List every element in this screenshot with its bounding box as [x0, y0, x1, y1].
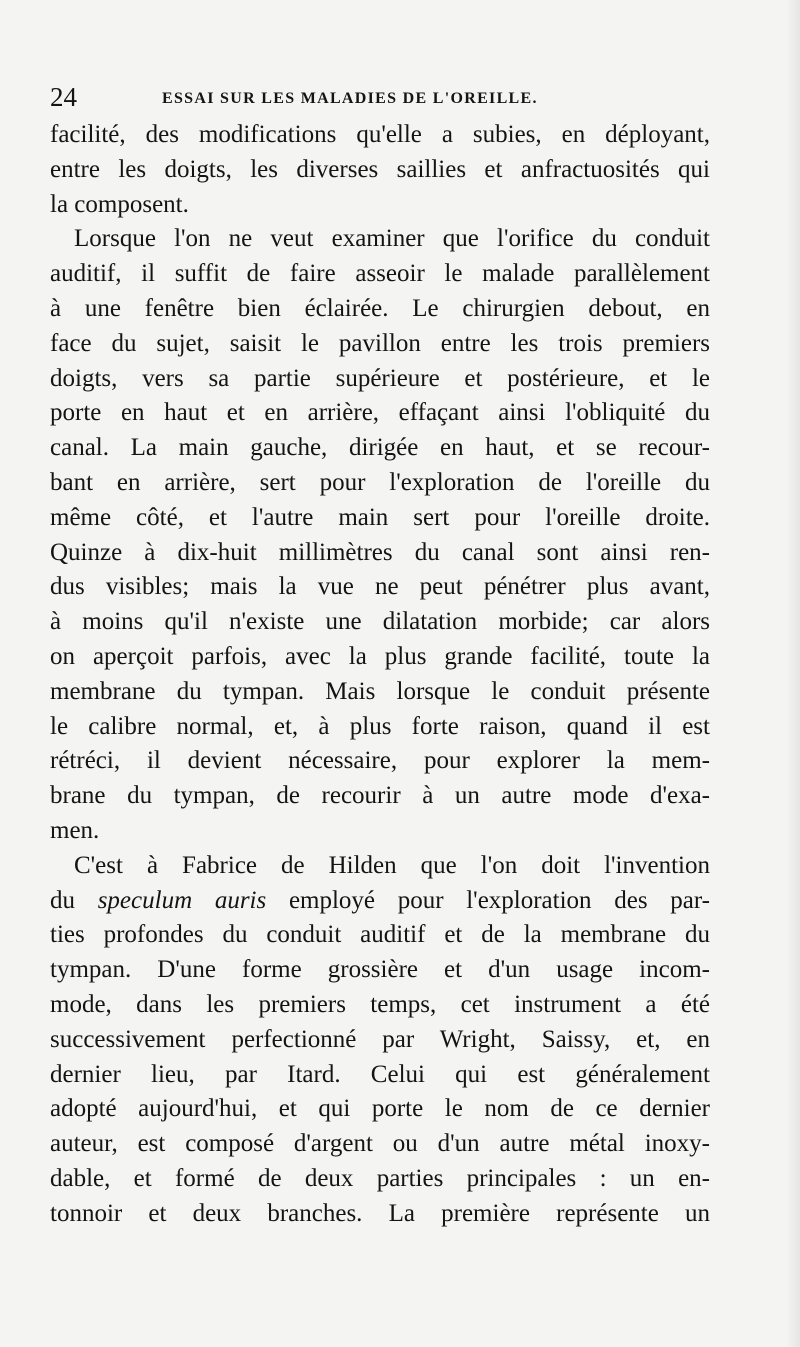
- text-line: rétréci, il devient nécessaire, pour explorer la mem-: [50, 747, 710, 775]
- text-line: bant en arrière, sert pour l'exploration de l'oreille du: [50, 468, 710, 496]
- text-line: même côté, et l'autre main sert pour l'oreille droite.: [50, 503, 710, 531]
- page-edge-shadow: [786, 0, 800, 1347]
- text-line: auditif, il suffit de faire asseoir le malade parallèlement: [50, 260, 710, 288]
- text-line: men.: [50, 816, 100, 844]
- text-line: tympan. D'une forme grossière et d'un usage incom-: [50, 956, 710, 984]
- page-header: [50, 82, 710, 112]
- page-number: 24: [50, 82, 77, 112]
- text-line: dus visibles; mais la vue ne peut pénétrer plus avant,: [50, 573, 710, 601]
- text-line: adopté aujourd'hui, et qui porte le nom de ce dernier: [50, 1095, 710, 1123]
- text-fragment: du: [50, 886, 75, 914]
- text-line: face du sujet, saisit le pavillon entre les trois premiers: [50, 329, 710, 357]
- running-head: ESSAI SUR LES MALADIES DE L'OREILLE.: [162, 90, 538, 107]
- text-line-with-italic: [50, 884, 710, 919]
- text-line: on aperçoit parfois, avec la plus grande facilité, toute la: [50, 642, 710, 670]
- text-line: brane du tympan, de recourir à un autre mode d'exa-: [50, 782, 710, 810]
- body-text: [50, 118, 710, 1232]
- text-line: tonnoir et deux branches. La première représente un: [50, 1199, 710, 1227]
- text-line: membrane du tympan. Mais lorsque le conduit présente: [50, 677, 710, 705]
- text-line: successivement perfectionné par Wright, Saissy, et, en: [50, 1025, 710, 1053]
- text-line: le calibre normal, et, à plus forte raison, quand il est: [50, 712, 710, 740]
- text-line: à une fenêtre bien éclairée. Le chirurgien debout, en: [50, 294, 710, 322]
- text-line: Quinze à dix-huit millimètres du canal sont ainsi ren-: [50, 538, 710, 566]
- text-line: ties profondes du conduit auditif et de la membrane du: [50, 921, 710, 949]
- text-line: entre les doigts, les diverses saillies et anfractuosités qui: [50, 155, 710, 183]
- text-line: dable, et formé de deux parties principales : un en-: [50, 1164, 710, 1192]
- text-line: auteur, est composé d'argent ou d'un autre métal inoxy-: [50, 1130, 710, 1158]
- italic-term: speculum auris: [97, 886, 267, 914]
- text-fragment: employé pour l'exploration des par-: [288, 886, 711, 914]
- text-line: la composent.: [50, 190, 189, 218]
- text-line: Lorsque l'on ne veut examiner que l'orifice du conduit: [74, 225, 710, 253]
- text-line: mode, dans les premiers temps, cet instrument a été: [50, 990, 710, 1018]
- text-line: C'est à Fabrice de Hilden que l'on doit l'invention: [74, 851, 710, 879]
- text-line: doigts, vers sa partie supérieure et postérieure, et le: [50, 364, 710, 392]
- text-line: dernier lieu, par Itard. Celui qui est généralement: [50, 1060, 710, 1088]
- text-line: facilité, des modifications qu'elle a subies, en déployant,: [50, 121, 710, 148]
- text-line: à moins qu'il n'existe une dilatation morbide; car alors: [50, 608, 710, 636]
- text-line: canal. La main gauche, dirigée en haut, et se recour-: [50, 434, 710, 462]
- text-line: porte en haut et en arrière, effaçant ainsi l'obliquité du: [50, 399, 710, 427]
